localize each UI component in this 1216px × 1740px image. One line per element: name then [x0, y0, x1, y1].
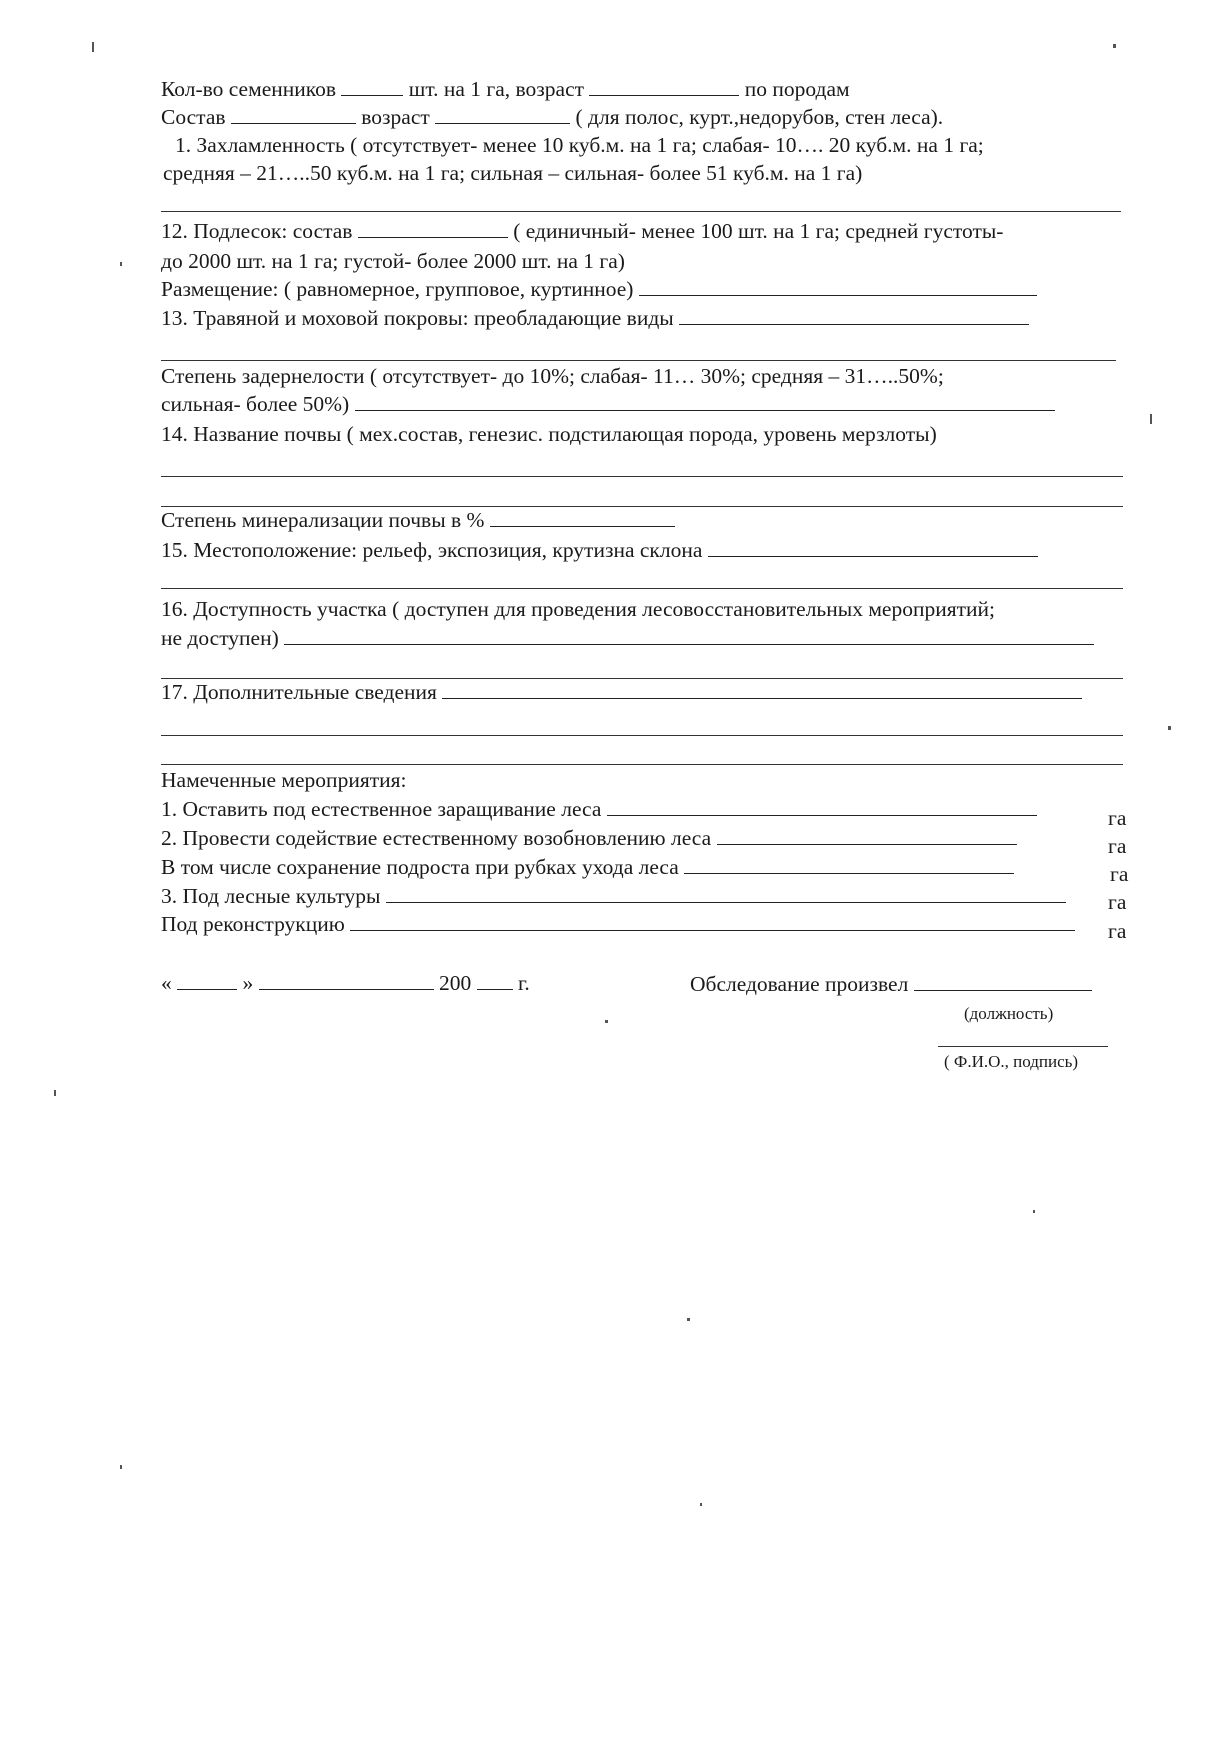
measure-2-unit: га [1108, 834, 1127, 858]
sod-line-2 [161, 390, 1055, 418]
composition-field[interactable] [231, 104, 356, 124]
measure-3-unit: га [1108, 890, 1127, 914]
name-caption: ( Ф.И.О., подпись) [944, 1052, 1079, 1071]
quote-close: » [242, 971, 254, 995]
mineralization-line [161, 506, 675, 534]
composition-line [161, 103, 943, 131]
quote-open: « [161, 971, 172, 995]
composition-age-label: возраст [361, 105, 430, 129]
scan-speck [120, 1465, 122, 1469]
access-line-1: 16. Доступность участка ( доступен для проведения лесовосстановительных мероприятий; [161, 597, 995, 621]
additional-info-line-3[interactable] [161, 764, 1123, 765]
undergrowth-label: 12. Подлесок: состав [161, 219, 353, 243]
location-line [161, 536, 1038, 564]
placement-label: Размещение: ( равномерное, групповое, куртинное) [161, 277, 634, 301]
ground-cover-field[interactable] [679, 305, 1029, 325]
measure-4-label: Под реконструкцию [161, 912, 345, 936]
undergrowth-density-note: ( единичный- менее 100 шт. на 1 га; средней густоты- [513, 219, 1004, 243]
access-label: не доступен) [161, 626, 279, 650]
surveyor-line [690, 970, 1092, 998]
measure-2-label: 2. Провести содействие естественному возобновлению леса [161, 826, 712, 850]
year-field[interactable] [477, 970, 513, 990]
location-answer-line[interactable] [161, 588, 1123, 589]
sod-field[interactable] [355, 391, 1055, 411]
sod-line-1: Степень задернелости ( отсутствует- до 10%; слабая- 11… 30%; средняя – 31…..50%; [161, 364, 944, 388]
scan-speck [1113, 44, 1116, 48]
surveyor-label: Обследование произвел [690, 972, 909, 996]
undergrowth-line-2: до 2000 шт. на 1 га; густой- более 2000 шт. на 1 га) [161, 249, 625, 273]
location-label: 15. Местоположение: рельеф, экспозиция, крутизна склона [161, 538, 703, 562]
scan-speck [700, 1503, 702, 1506]
position-caption: (должность) [964, 1004, 1054, 1023]
mineralization-field[interactable] [490, 507, 675, 527]
scan-speck [120, 262, 122, 266]
measure-2-field[interactable] [717, 825, 1017, 845]
soil-answer-line-1[interactable] [161, 476, 1123, 477]
composition-label: Состав [161, 105, 226, 129]
month-field[interactable] [259, 970, 434, 990]
ground-cover-line [161, 304, 1029, 332]
ground-cover-label: 13. Травяной и моховой покровы: преобладающие виды [161, 306, 674, 330]
surveyor-position-field[interactable] [914, 971, 1092, 991]
measure-2-line [161, 824, 1017, 852]
measure-1-label: 1. Оставить под естественное заращивание леса [161, 797, 602, 821]
measure-2b-label: В том числе сохранение подроста при рубках ухода леса [161, 855, 679, 879]
additional-info-line-2[interactable] [161, 735, 1123, 736]
scan-speck [605, 1020, 608, 1023]
planned-measures-title: Намеченные мероприятия: [161, 768, 407, 792]
measure-2b-line [161, 853, 1014, 881]
access-field[interactable] [284, 625, 1094, 645]
measure-4-unit: га [1108, 919, 1127, 943]
day-field[interactable] [177, 970, 237, 990]
additional-info-label: 17. Дополнительные сведения [161, 680, 437, 704]
year-prefix: 200 [439, 971, 472, 995]
ground-cover-answer-line[interactable] [161, 360, 1116, 361]
sod-label: сильная- более 50%) [161, 392, 350, 416]
seed-species-label: по породам [744, 77, 850, 101]
scan-speck [1168, 726, 1171, 730]
mineralization-label: Степень минерализации почвы в % [161, 508, 485, 532]
scan-speck [54, 1090, 56, 1096]
measure-4-field[interactable] [350, 911, 1075, 931]
seed-trees-label: Кол-во семенников [161, 77, 337, 101]
seed-age-field[interactable] [589, 76, 739, 96]
additional-info-field[interactable] [442, 679, 1082, 699]
measure-1-line [161, 795, 1037, 823]
placement-field[interactable] [639, 276, 1037, 296]
placement-line [161, 275, 1037, 303]
measure-3-line [161, 882, 1066, 910]
litter-answer-line[interactable] [161, 211, 1121, 212]
scan-speck [687, 1318, 690, 1321]
measure-3-label: 3. Под лесные культуры [161, 884, 381, 908]
date-line [161, 969, 530, 997]
composition-age-field[interactable] [435, 104, 570, 124]
location-field[interactable] [708, 537, 1038, 557]
additional-info-line [161, 678, 1082, 706]
composition-note: ( для полос, курт.,недорубов, стен леса). [575, 105, 944, 129]
soil-line: 14. Название почвы ( мех.состав, генезис. подстилающая порода, уровень мерзлоты) [161, 422, 937, 446]
scan-speck [1150, 414, 1152, 424]
scan-speck [1033, 1210, 1035, 1213]
surveyor-name-field[interactable] [938, 1046, 1108, 1047]
year-suffix: г. [518, 971, 530, 995]
litter-line-2: средняя – 21…..50 куб.м. на 1 га; сильная – сильная- более 51 куб.м. на 1 га) [163, 161, 863, 185]
litter-line-1: 1. Захламленность ( отсутствует- менее 10 куб.м. на 1 га; слабая- 10…. 20 куб.м. на 1 га; [175, 133, 984, 157]
undergrowth-composition-field[interactable] [358, 218, 508, 238]
measure-3-field[interactable] [386, 883, 1066, 903]
seed-count-field[interactable] [341, 76, 403, 96]
scan-speck [92, 42, 94, 52]
seed-unit-label: шт. на 1 га, возраст [408, 77, 585, 101]
measure-2b-field[interactable] [684, 854, 1014, 874]
seed-trees-line [161, 75, 850, 103]
undergrowth-line-1 [161, 217, 1003, 245]
access-line-2 [161, 624, 1094, 652]
measure-1-field[interactable] [607, 796, 1037, 816]
measure-1-unit: га [1108, 806, 1127, 830]
measure-4-line [161, 910, 1075, 938]
measure-2b-unit: га [1110, 862, 1129, 886]
